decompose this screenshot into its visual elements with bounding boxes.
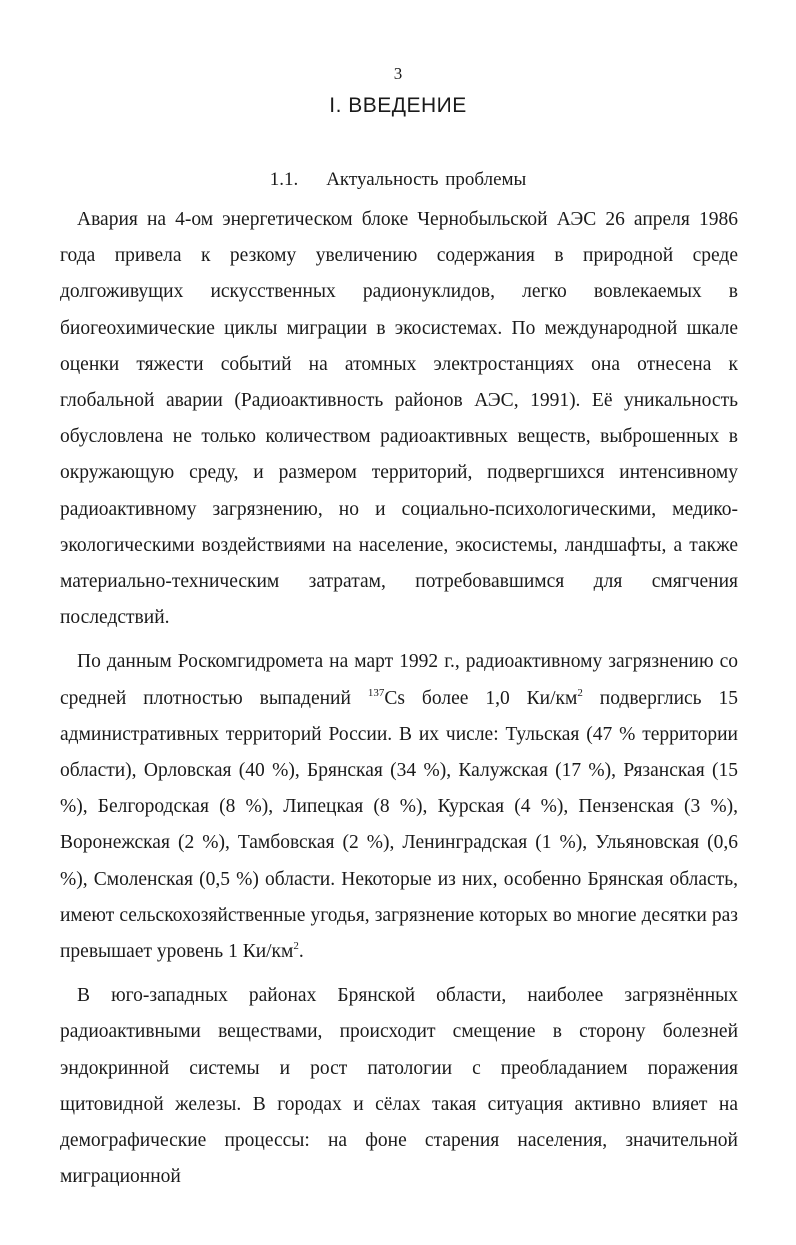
page-number: 3 (393, 64, 403, 83)
paragraph-2-part-1: По данным Роскомгидромета на март 1992 г., радиоактивному загрязнению со средней плотностью выпадений (60, 651, 738, 709)
chapter-title: I. ВВЕДЕНИЕ (329, 94, 467, 117)
unit-exponent-2: 2 (293, 940, 299, 953)
isotope-mass-number: 137 (367, 686, 385, 699)
body-text (60, 202, 738, 1195)
section-heading (0, 169, 796, 191)
section-title: Актуальность проблемы (326, 169, 527, 190)
paragraph-1: Авария на 4-ом энергетическом блоке Чернобыльской АЭС 26 апреля 1986 года привела к резкому увеличению содержания в природной среде долгоживущих искусственных радионуклидов, легко вовлекаемых в биогеохимические циклы миграции в экосистемах. По международной шкале оценки тяжести событий на атомных электростанциях она отнесена к глобальной аварии (Радиоактивность районов АЭС, 1991). Её уникальность обусловлена не только количеством радиоактивных веществ, выброшенных в окружающую среду, и размером территорий, подвергшихся интенсивному радиоактивному загрязнению, но и социально-психологическими, медико-экологическими воздействиями на население, экосистемы, ландшафты, а также материально-техническим затратам, потребовавшимся для смягчения последствий. (60, 209, 738, 629)
paragraph-3: В юго-западных районах Брянской области, наиболее загрязнённых радиоактивными веществами, происходит смещение в сторону болезней эндокринной системы и рост патологии с преобладанием поражения щитовидной железы. В городах и сёлах такая ситуация активно влияет на демографические процессы: на фоне старения населения, значительной миграционной (60, 985, 738, 1188)
paragraph-2-part-2: более 1,0 Ки/км (404, 687, 578, 709)
unit-exponent-1: 2 (577, 686, 583, 699)
isotope-symbol: Cs (384, 687, 405, 709)
paragraph-2-part-3: подверглись 15 административных территорий России. В их числе: Тульская (47 % территории области), Орловская (40 %), Брянская (34 %), Калужская (17 %), Рязанская (15 %), Белгородская (8 %), Липецкая (8 %), Курская (4 %), Пензенская (3 %), Воронежская (2 %), Тамбовская (2 %), Ленинградская (1 %), Ульяновская (0,6 %), Смоленская (0,5 %) области. Некоторые из них, особенно Брянская область, имеют сельскохозяйственные угодья, загрязнение которых во многие десятки раз превышает уровень 1 Ки/км (60, 687, 739, 963)
paragraph-2-part-4: . (298, 941, 304, 963)
paragraph-2 (60, 644, 738, 970)
section-number: 1.1. (269, 169, 299, 190)
